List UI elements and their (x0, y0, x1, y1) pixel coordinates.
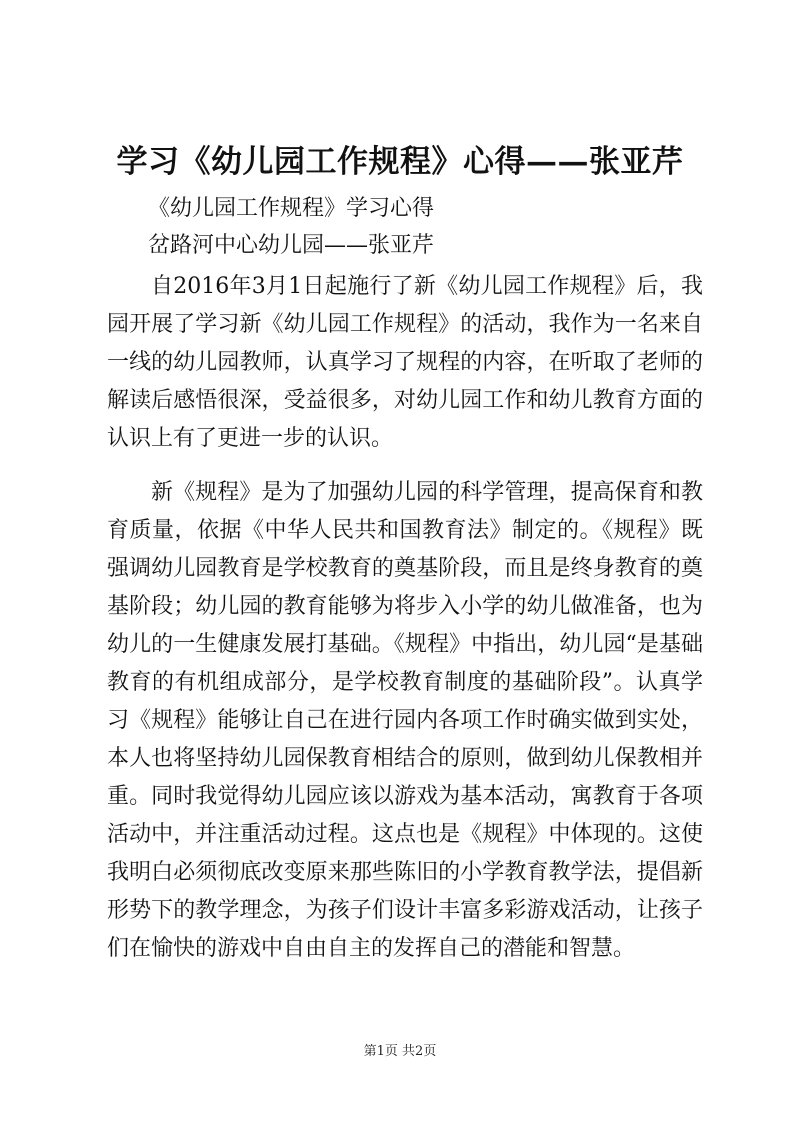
body-paragraph-1: 自2016年3月1日起施行了新《幼儿园工作规程》后，我园开展了学习新《幼儿园工作规程》的活动，我作为一名来自一线的幼儿园教师，认真学习了规程的内容，在听取了老师的解读后感悟很深，受益很多，对幼儿园工作和幼儿教育方面的认识上有了更进一步的认识。 (107, 274, 703, 451)
author-line: 岔路河中心幼儿园——张亚芹 (148, 233, 435, 258)
document-title: 学习《幼儿园工作规程》心得——张亚芹 (116, 144, 684, 180)
body-paragraph-2: 新《规程》是为了加强幼儿园的科学管理，提高保育和教育质量，依据《中华人民共和国教育法》制定的。《规程》既强调幼儿园教育是学校教育的奠基阶段，而且是终身教育的奠基阶段；幼儿园的教育能够为将步入小学的幼儿做准备，也为幼儿的一生健康发展打基础。《规程》中指出，幼儿园“是基础教育的有机组成部分，是学校教育制度的基础阶段”。认真学习《规程》能够让自己在进行园内各项工作时确实做到实处，本人也将坚持幼儿园保教育相结合的原则，做到幼儿保教相并重。同时我觉得幼儿园应该以游戏为基本活动，寓教育于各项活动中，并注重活动过程。这点也是《规程》中体现的。这使我明白必须彻底改变原来那些陈旧的小学教育教学法，提倡新形势下的教学理念，为孩子们设计丰富多彩游戏活动，让孩子们在愉快的游戏中自由自主的发挥自己的潜能和智慧。 (107, 480, 703, 961)
page-indicator: 第1页 共2页 (363, 1044, 437, 1059)
document-subtitle: 《幼儿园工作规程》学习心得 (148, 196, 435, 221)
